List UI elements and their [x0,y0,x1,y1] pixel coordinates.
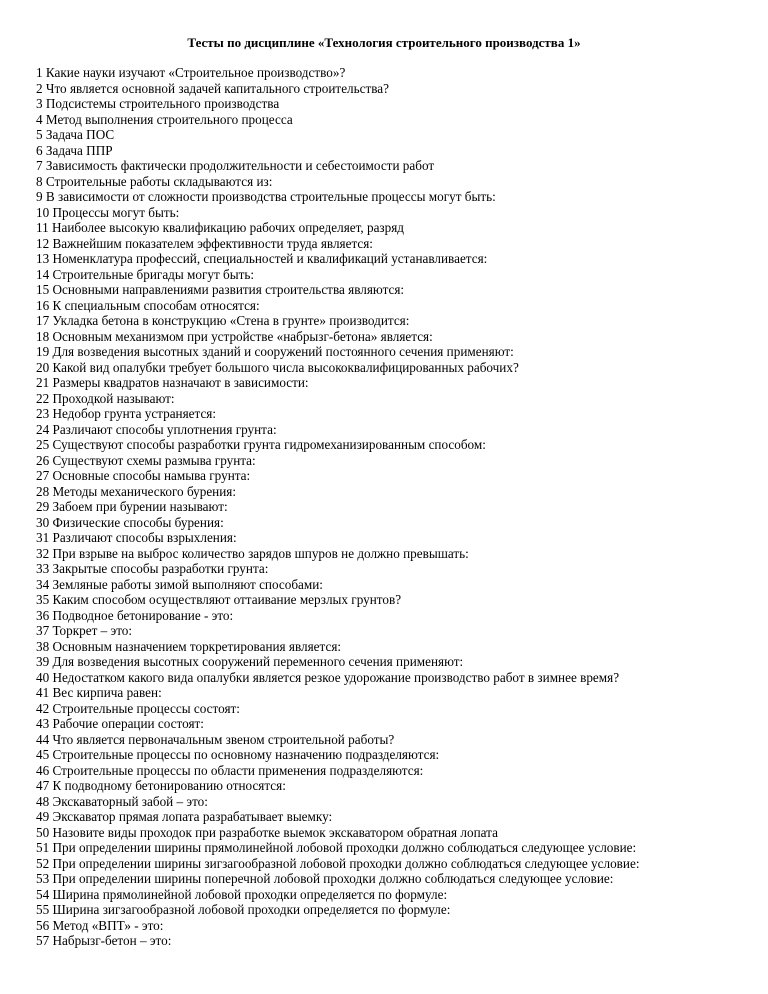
question-item: 27 Основные способы намыва грунта: [36,468,251,483]
question-item: 40 Недостатком какого вида опалубки является резкое удорожание производство работ в зимнее время? [36,669,620,685]
question-item: 20 Какой вид опалубки требует большого числа высококвалифицированных рабочих? [36,359,519,375]
question-item: 31 Различают способы взрыхления: [36,530,237,545]
question-item: 48 Экскаваторный забой – это: [36,793,208,809]
question-item: 41 Вес кирпича равен: [36,685,162,700]
question-item: 14 Строительные бригады могут быть: [36,266,255,282]
question-item: 42 Строительные процессы состоят: [36,700,240,716]
question-item: 2 Что является основной задачей капитального строительства? [36,80,390,96]
question-item: 47 К подводному бетонированию относятся: [36,778,286,793]
document-title: Тесты по дисциплине «Технология строительного производства 1» [187,35,581,50]
question-item: 7 Зависимость фактически продолжительности и себестоимости работ [36,158,435,173]
question-item: 18 Основным механизмом при устройстве «набрызг-бетона» является: [36,328,433,344]
question-item: 57 Набрызг-бетон – это: [36,933,172,948]
question-item: 9 В зависимости от сложности производства строительные процессы могут быть: [36,189,496,204]
question-item: 29 Забоем при бурении называют: [36,499,228,514]
question-item: 15 Основными направлениями развития строительства являются: [36,282,405,297]
question-item: 8 Строительные работы складываются из: [36,173,273,189]
question-item: 37 Торкрет – это: [36,623,133,638]
question-item: 21 Размеры квадратов назначают в зависимости: [36,375,309,390]
question-item: 10 Процессы могут быть: [36,204,180,220]
question-item: 19 Для возведения высотных зданий и сооружений постоянного сечения применяют: [36,344,514,359]
question-item: 6 Задача ППР [36,142,113,158]
question-item: 26 Существуют схемы размыва грунта: [36,452,256,468]
question-item: 24 Различают способы уплотнения грунта: [36,421,277,437]
question-item: 25 Существуют способы разработки грунта гидромеханизированным способом: [36,437,486,452]
question-item: 4 Метод выполнения строительного процесса [36,111,293,127]
question-item: 35 Каким способом осуществляют оттаивание мерзлых грунтов? [36,592,402,607]
question-item: 36 Подводное бетонирование - это: [36,607,234,623]
question-item: 30 Физические способы бурения: [36,514,224,530]
question-item: 43 Рабочие операции состоят: [36,716,204,731]
question-item: 33 Закрытые способы разработки грунта: [36,561,269,576]
question-item: 39 Для возведения высотных сооружений переменного сечения применяют: [36,654,464,669]
question-item: 23 Недобор грунта устраняется: [36,406,217,421]
question-item: 12 Важнейшим показателем эффективности труда является: [36,235,373,251]
question-item: 13 Номенклатура профессий, специальностей и квалификаций устанавливается: [36,251,488,266]
question-item: 46 Строительные процессы по области применения подразделяются: [36,762,424,778]
question-list [36,65,761,949]
question-item: 56 Метод «ВПТ» - это: [36,917,164,933]
question-item: 28 Методы механического бурения: [36,483,237,499]
question-item: 54 Ширина прямолинейной лобовой проходки определяется по формуле: [36,886,448,902]
question-item: 5 Задача ПОС [36,127,115,142]
question-item: 11 Наиболее высокую квалификацию рабочих определяет, разряд [36,220,404,235]
question-item: 34 Земляные работы зимой выполняют способами: [36,576,323,592]
question-item: 52 При определении ширины зигзагообразной лобовой проходки должно соблюдаться следующее условие: [36,855,640,871]
question-item: 17 Укладка бетона в конструкцию «Стена в грунте» производится: [36,313,410,328]
question-item: 3 Подсистемы строительного производства [36,96,280,111]
question-item: 55 Ширина зигзагообразной лобовой проходки определяется по формуле: [36,902,451,917]
question-item: 16 К специальным способам относятся: [36,297,260,313]
question-item: 38 Основным назначением торкретирования является: [36,638,342,654]
question-item: 1 Какие науки изучают «Строительное производство»? [36,65,346,80]
question-item: 53 При определении ширины поперечной лобовой проходки должно соблюдаться следующее условие: [36,871,614,886]
question-item: 49 Экскаватор прямая лопата разрабатывает выемку: [36,809,333,824]
question-item: 51 При определении ширины прямолинейной лобовой проходки должно соблюдаться следующее условие: [36,840,637,855]
question-item: 32 При взрыве на выброс количество зарядов шпуров не должно превышать: [36,545,469,561]
question-item: 22 Проходкой называют: [36,390,175,406]
question-item: 44 Что является первоначальным звеном строительной работы? [36,731,395,747]
question-item: 45 Строительные процессы по основному назначению подразделяются: [36,747,440,762]
question-item: 50 Назовите виды проходок при разработке выемок экскаватором обратная лопата [36,824,498,840]
